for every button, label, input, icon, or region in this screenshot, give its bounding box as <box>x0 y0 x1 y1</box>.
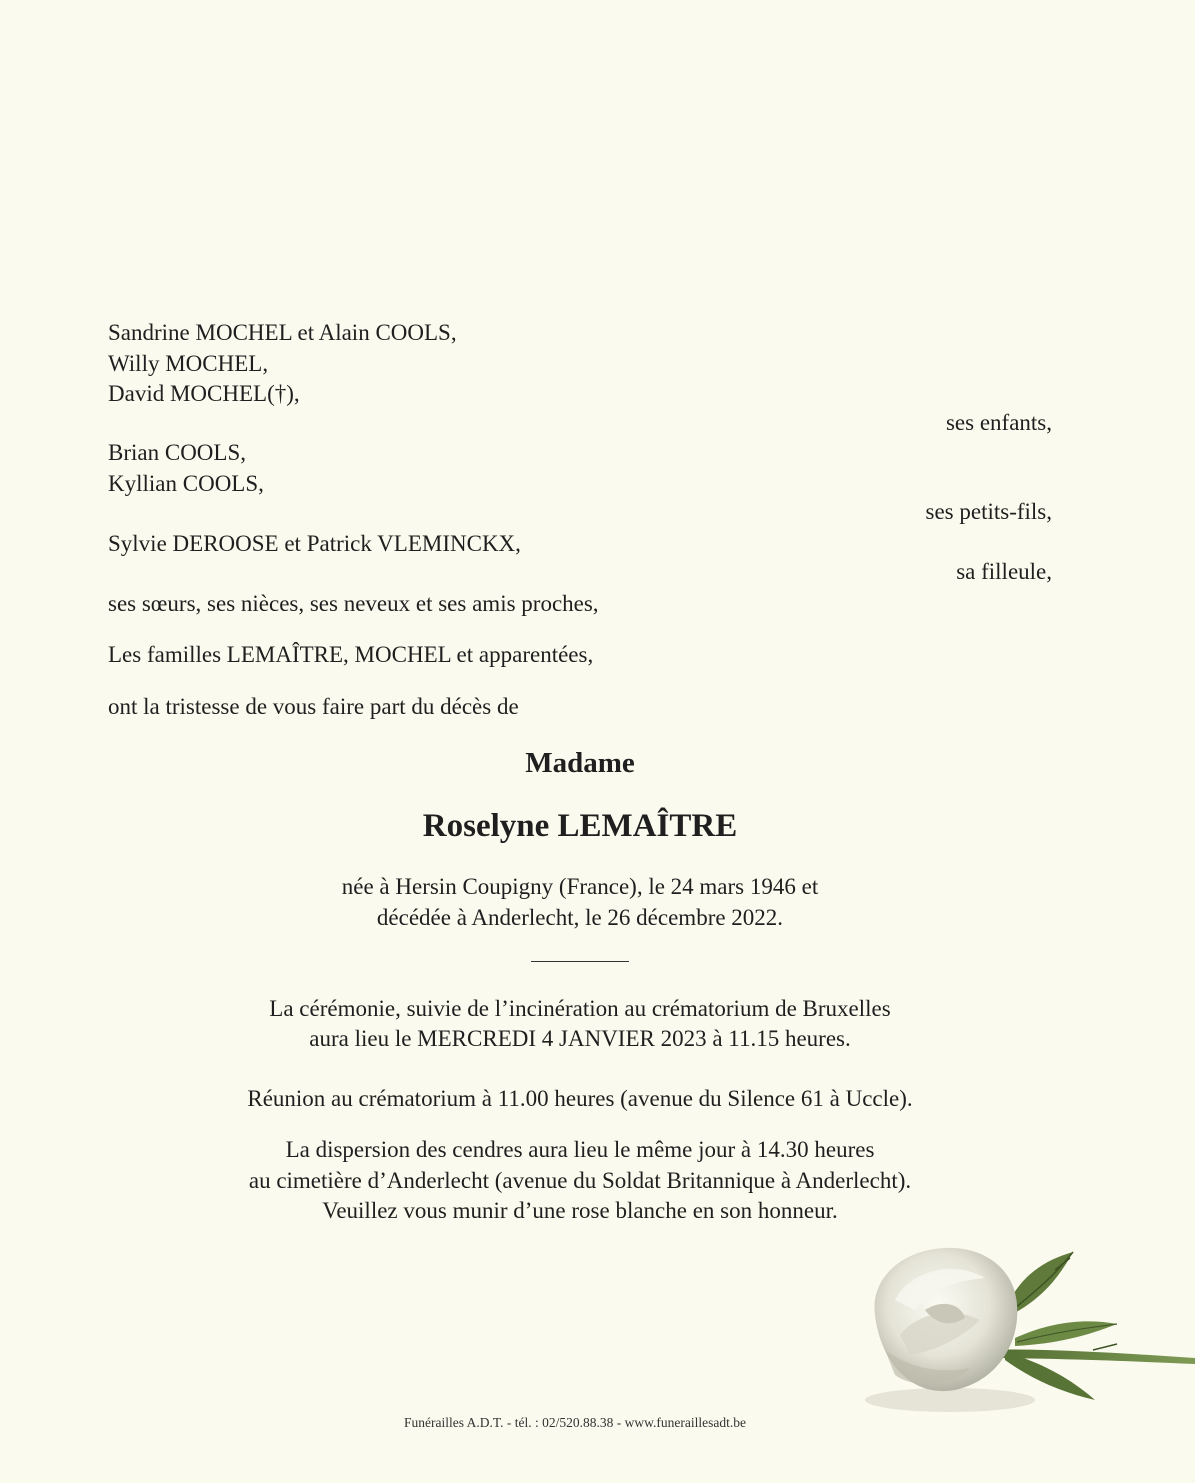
ceremony-line-1: La cérémonie, suivie de l’incinération au crématorium de Bruxelles <box>269 996 891 1021</box>
separator-line <box>531 961 629 962</box>
funeral-home-footer: Funérailles A.D.T. - tél. : 02/520.88.38 - www.funeraillesadt.be <box>404 1415 746 1430</box>
white-rose-icon <box>855 1240 1195 1420</box>
ceremony-line-2: aura lieu le MERCREDI 4 JANVIER 2023 à 11.15 heures. <box>309 1026 851 1051</box>
goddaughter-label: sa filleule, <box>956 559 1052 584</box>
child-1: Sandrine MOCHEL et Alain COOLS, <box>108 320 457 345</box>
child-2: Willy MOCHEL, <box>108 351 269 376</box>
children-label: ses enfants, <box>945 410 1052 435</box>
relatives: ses sœurs, ses nièces, ses neveux et ses amis proches, <box>108 591 599 616</box>
deceased-title: Madame <box>525 747 635 779</box>
grandchildren-label: ses petits-fils, <box>925 499 1052 524</box>
dispersion-line-1: La dispersion des cendres aura lieu le même jour à 14.30 heures <box>285 1137 875 1162</box>
dispersion-line-2: au cimetière d’Anderlecht (avenue du Soldat Britannique à Anderlecht). <box>248 1168 912 1193</box>
deceased-name: Roselyne LEMAÎTRE <box>422 808 738 844</box>
grandchild-2: Kyllian COOLS, <box>108 471 264 496</box>
grandchild-1: Brian COOLS, <box>108 440 246 465</box>
families: Les familles LEMAÎTRE, MOCHEL et apparentées, <box>108 642 594 667</box>
child-3: David MOCHEL(†), <box>108 381 300 406</box>
death-info: décédée à Anderlecht, le 26 décembre 2022. <box>376 905 784 930</box>
birth-info: née à Hersin Coupigny (France), le 24 mars 1946 et <box>341 874 819 899</box>
announcement: ont la tristesse de vous faire part du décès de <box>108 694 519 719</box>
dispersion-line-3: Veuillez vous munir d’une rose blanche en son honneur. <box>322 1198 838 1223</box>
meeting-info: Réunion au crématorium à 11.00 heures (avenue du Silence 61 à Uccle). <box>247 1086 913 1111</box>
goddaughter: Sylvie DEROOSE et Patrick VLEMINCKX, <box>108 531 521 556</box>
